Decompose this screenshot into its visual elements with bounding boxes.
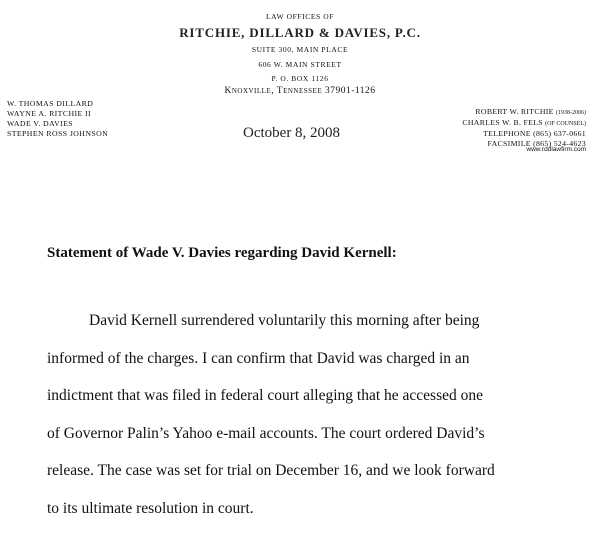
partners-right-list	[462, 107, 586, 149]
body-line: indictment that was filed in federal court alleging that he accessed one	[47, 387, 483, 404]
letter-date: October 8, 2008	[243, 125, 341, 141]
partner-name: W. THOMAS DILLARD	[7, 99, 94, 108]
partner-name: CHARLES W. B. FELS	[462, 118, 543, 127]
partner-name-right-2	[462, 118, 586, 129]
body-line: release. The case was set for trial on December 16, and we look forward	[47, 462, 495, 479]
partner-name: WAYNE A. RITCHIE II	[7, 109, 91, 118]
partner-note: (OF COUNSEL)	[545, 121, 586, 127]
firm-po-box: P. O. BOX 1126	[271, 74, 329, 83]
statement-heading: Statement of Wade V. Davies regarding David Kernell:	[47, 245, 397, 261]
firm-suite: SUITE 300, MAIN PLACE	[251, 45, 349, 54]
letterhead-label: LAW OFFICES OF	[265, 12, 335, 21]
partner-name: ROBERT W. RITCHIE	[475, 107, 554, 116]
partner-note: (1938-2006)	[556, 110, 586, 116]
body-line: David Kernell surrendered voluntarily this morning after being	[89, 312, 480, 329]
firm-street: 606 W. MAIN STREET	[258, 60, 342, 69]
body-line: to its ultimate resolution in court.	[47, 499, 254, 517]
firm-website: www.rddlawfirm.com	[526, 146, 586, 153]
body-line: of Governor Palin’s Yahoo e-mail accounts. The court ordered David’s	[47, 424, 485, 442]
partner-name-right-1	[462, 107, 586, 118]
partner-name: STEPHEN ROSS JOHNSON	[7, 129, 109, 138]
body-line: informed of the charges. I can confirm that David was charged in an	[47, 349, 470, 367]
firm-name: RITCHIE, DILLARD & DAVIES, P.C.	[179, 25, 421, 40]
partner-name: WADE V. DAVIES	[7, 119, 74, 128]
partners-left-list	[7, 99, 108, 139]
statement-body	[47, 302, 567, 527]
firm-facsimile: FACSIMILE (865) 524-4623	[487, 139, 586, 148]
firm-telephone: TELEPHONE (865) 637-0661	[483, 129, 586, 138]
firm-city: Knoxville, Tennessee 37901-1126	[224, 86, 376, 96]
